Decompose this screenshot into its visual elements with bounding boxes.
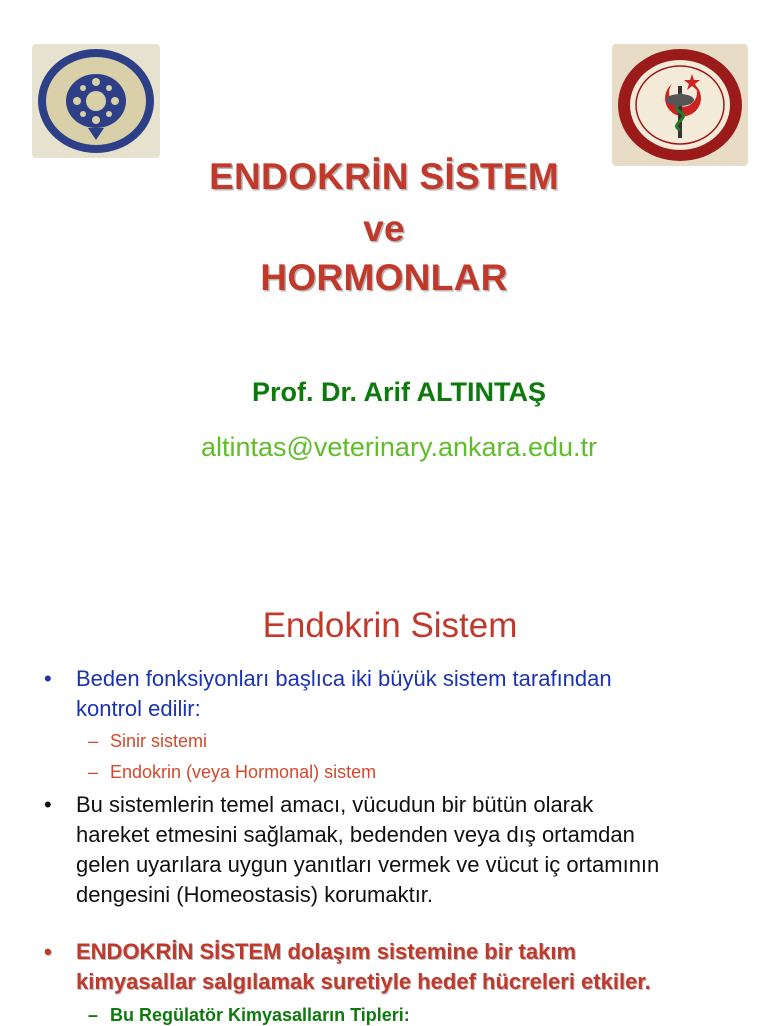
title-line-1: ENDOKRİN SİSTEM bbox=[209, 156, 559, 197]
sub-item-endokrin bbox=[88, 762, 376, 783]
sub-item-text: Endokrin (veya Hormonal) sistem bbox=[110, 762, 377, 782]
sub-dash: – bbox=[88, 1005, 99, 1025]
section-title: Endokrin Sistem bbox=[262, 606, 518, 645]
sub-item-sinir bbox=[88, 731, 207, 752]
bullet-text: kimyasallar salgılamak suretiyle hedef hücreleri etkiler. bbox=[76, 969, 651, 994]
bullet-text: hareket etmesini sağlamak, bedenden veya dış ortamdan bbox=[76, 822, 635, 847]
bullet-dot: • bbox=[44, 666, 52, 691]
bullet-text: kontrol edilir: bbox=[76, 696, 201, 721]
bullet-text: Bu sistemlerin temel amacı, vücudun bir bütün olarak bbox=[76, 792, 594, 817]
sub-item-text: Bu Regülatör Kimyasalların Tipleri: bbox=[110, 1005, 410, 1025]
veterinary-faculty-logo bbox=[612, 44, 748, 166]
sub-dash: – bbox=[88, 731, 99, 751]
bullet-text: gelen uyarılara uygun yanıtları vermek ve vücut iç ortamının bbox=[76, 852, 660, 877]
bullet-dot: • bbox=[44, 939, 52, 964]
sub-dash: – bbox=[88, 762, 99, 782]
bullet-text: dengesini (Homeostasis) korumaktır. bbox=[76, 882, 434, 907]
sub-item-regulator bbox=[88, 1005, 410, 1026]
bullet-text: ENDOKRİN SİSTEM dolaşım sistemine bir takım bbox=[76, 939, 577, 964]
author-name: Prof. Dr. Arif ALTINTAŞ bbox=[252, 377, 546, 407]
title-line-3: HORMONLAR bbox=[260, 257, 508, 298]
author-email[interactable]: altintas@veterinary.ankara.edu.tr bbox=[200, 432, 598, 462]
bullet-dot: • bbox=[44, 792, 52, 817]
ankara-university-logo bbox=[32, 44, 160, 158]
title-line-2: ve bbox=[363, 208, 405, 249]
bullet-text: Beden fonksiyonları başlıca iki büyük sistem tarafından bbox=[76, 666, 612, 691]
sub-item-text: Sinir sistemi bbox=[110, 731, 208, 751]
